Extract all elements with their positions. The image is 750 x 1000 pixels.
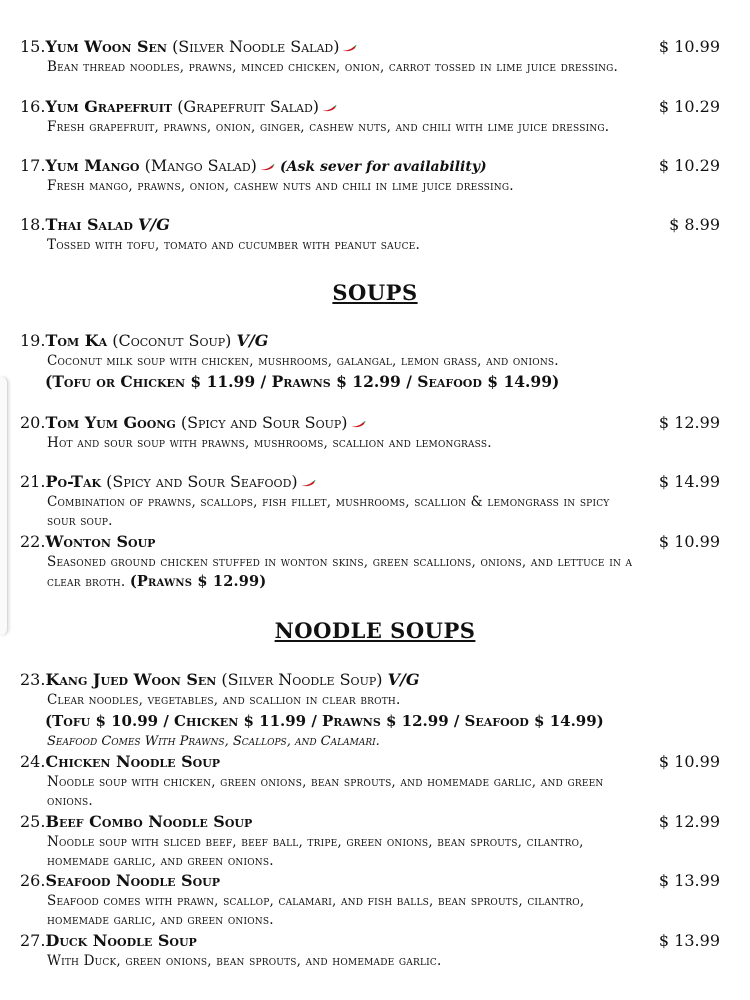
item-name: Po-Tak [45,472,102,491]
menu-item-27 [20,930,720,971]
item-name: Chicken Noodle Soup [45,752,221,771]
item-description-text: Seasoned ground chicken stuffed in wonton skins, green scallions, onions, and lettuce in a clear broth. [47,554,633,590]
item-number: 16. [20,97,46,116]
menu-item-20 [20,412,720,453]
item-footnote: Seafood Comes With Prawns, Scallops, and Calamari. [47,734,380,749]
menu-item-19 [20,330,720,393]
chili-icon [350,420,366,428]
item-subtitle: (Grapefruit Salad) [177,97,320,116]
item-description: Noodle soup with chicken, green onions, bean sprouts, and homemade garlic, and green onions. [47,774,604,809]
item-description [47,553,647,592]
diet-tag: V/G [138,215,170,234]
item-number: 21. [20,472,46,491]
side-tab [0,377,8,635]
item-name: Wonton Soup [45,532,156,551]
item-description: With Duck, green onions, bean sprouts, and homemade garlic. [47,953,442,969]
item-price: $ 13.99 [658,931,720,950]
item-description: Coconut milk soup with chicken, mushrooms, galangal, lemon grass, and onions. [47,353,559,369]
item-description: Noodle soup with sliced beef, beef ball, tripe, green onions, bean sprouts, cilantro, homemade garlic, and green onions. [47,834,584,869]
item-description: Clear noodles, vegetables, and scallion in clear broth. [47,692,401,708]
item-price: $ 10.29 [658,97,720,116]
item-number: 26. [20,871,46,890]
diet-tag: V/G [236,331,269,350]
item-subtitle: (Silver Noodle Soup) [221,670,383,689]
item-price: $ 10.99 [658,532,720,551]
menu-item-23 [20,669,720,751]
menu-item-25 [20,811,720,871]
item-number: 18. [20,215,46,234]
item-subtitle: (Spicy and Sour Soup) [180,413,348,432]
item-description: Bean thread noodles, prawns, minced chicken, onion, carrot tossed in lime juice dressing. [47,59,619,75]
item-name: Kang Jued Woon Sen [45,670,217,689]
price-option: (Prawns $ 12.99) [129,573,267,590]
item-price: $ 14.99 [658,472,720,491]
item-number: 23. [20,670,46,689]
item-description: Fresh mango, prawns, onion, cashew nuts and chili in lime juice dressing. [47,178,514,194]
item-name: Tom Yum Goong [45,413,176,432]
item-price: $ 8.99 [669,215,720,234]
item-subtitle: (Mango Salad) [144,156,257,175]
item-description: Tossed with tofu, tomato and cucumber with peanut sauce. [47,237,420,253]
section-title-noodle-soups: NOODLE SOUPS [274,618,476,643]
menu-item-17 [20,155,720,196]
menu-item-18 [20,214,720,255]
price-options: (Tofu or Chicken $ 11.99 / Prawns $ 12.99 / Seafood $ 14.99) [45,372,560,391]
item-name: Beef Combo Noodle Soup [45,812,253,831]
price-options: (Tofu $ 10.99 / Chicken $ 11.99 / Prawns $ 12.99 / Seafood $ 14.99) [45,712,604,730]
item-name: Yum Grapefruit [45,97,173,116]
item-number: 27. [20,931,46,950]
chili-icon [259,163,275,171]
item-number: 19. [20,331,46,350]
item-number: 20. [20,413,46,432]
chili-icon [300,479,316,487]
item-price: $ 10.99 [658,37,720,56]
menu-item-15 [20,36,720,77]
item-subtitle: (Silver Noodle Salad) [172,37,340,56]
item-description: Seafood comes with prawn, scallop, calamari, and fish balls, bean sprouts, cilantro, homemade garlic, and green onions. [47,893,585,928]
menu-item-24 [20,751,720,811]
item-price: $ 10.99 [658,752,720,771]
item-number: 17. [20,156,46,175]
diet-tag: V/G [387,670,420,689]
item-description: Fresh grapefruit, prawns, onion, ginger, cashew nuts, and chili with lime juice dressing. [47,119,610,135]
item-name: Yum Woon Sen [45,37,167,56]
item-description: Hot and sour soup with prawns, mushrooms, scallion and lemongrass. [47,435,492,451]
item-name: Duck Noodle Soup [45,931,197,950]
menu-item-26 [20,870,720,930]
item-subtitle: (Spicy and Sour Seafood) [106,472,298,491]
item-name: Thai Salad [45,215,133,234]
item-number: 22. [20,532,46,551]
item-price: $ 10.29 [658,156,720,175]
availability-note: (Ask sever for availability) [280,159,487,175]
item-subtitle: (Coconut Soup) [112,331,232,350]
section-title-soups: SOUPS [332,280,418,305]
menu-item-22 [20,531,720,592]
item-price: $ 13.99 [658,871,720,890]
item-price: $ 12.99 [658,812,720,831]
item-name: Tom Ka [45,331,108,350]
item-number: 24. [20,752,46,771]
item-price: $ 12.99 [658,413,720,432]
item-number: 15. [20,37,46,56]
chili-icon [321,104,337,112]
item-name: Seafood Noodle Soup [45,871,221,890]
item-number: 25. [20,812,46,831]
item-description: Combination of prawns, scallops, fish fillet, mushrooms, scallion & lemongrass in spicy sour soup. [47,494,610,529]
item-name: Yum Mango [45,156,140,175]
menu-item-16 [20,96,720,137]
chili-icon [341,44,357,52]
menu-item-21 [20,471,720,531]
